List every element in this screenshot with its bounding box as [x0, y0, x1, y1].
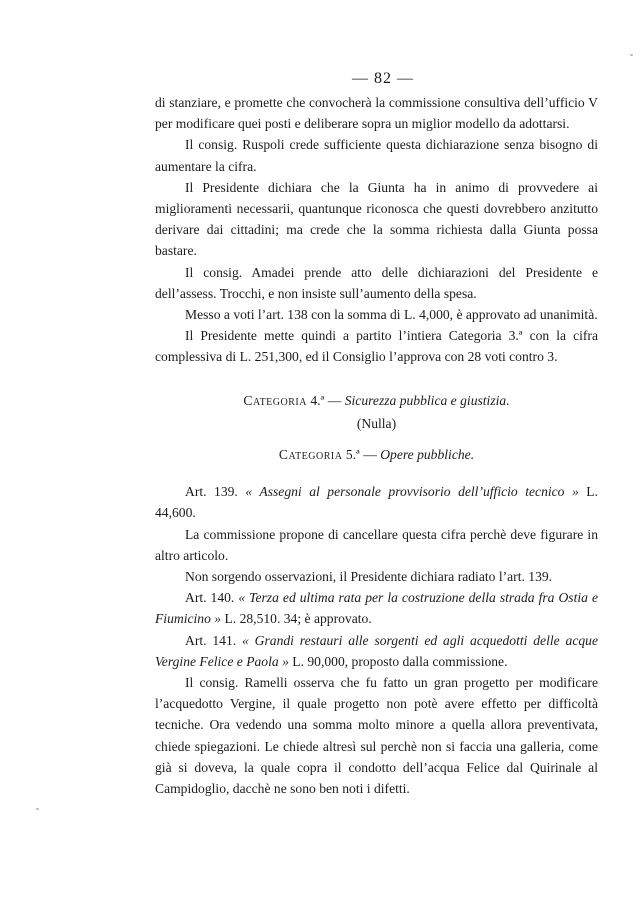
- paragraph: Il consig. Ruspoli crede sufficiente questa dichiarazione senza bisogno di aumentare la cifra.: [155, 137, 598, 174]
- article-140: [155, 587, 598, 629]
- article-label: Art. 141.: [185, 632, 237, 648]
- paragraph: Il Presidente mette quindi a partito l’intiera Categoria 3.ª con la cifra complessiva di L. 251,300, ed il Consiglio l’approva con 28 voti contro 3.: [155, 328, 598, 365]
- paragraph: La commissione propone di cancellare questa cifra perchè deve figurare in altro articolo.: [155, 526, 598, 563]
- paragraph: di stanziare, e promette che convocherà la commissione consultiva dell’ufficio V per modificare quei posti e deliberare sopra un miglior modello da adottarsi.: [155, 95, 598, 132]
- article-139: [155, 481, 598, 523]
- scan-speck: [630, 54, 633, 56]
- article-amount: L. 44,600.: [155, 484, 598, 521]
- category-number: 4.ª: [310, 392, 325, 408]
- category-label: Categoria: [278, 447, 343, 463]
- article-rest: L. 90,000, proposto dalla commissione.: [292, 653, 508, 669]
- paragraph: Il consig. Amadei prende atto delle dichiarazioni del Presidente e dell’assess. Trocchi, e non insiste sull’aumento della spesa.: [155, 264, 598, 301]
- article-label: Art. 140.: [185, 590, 235, 606]
- paragraph: Il consig. Ramelli osserva che fu fatto un gran progetto per modificare l’acquedotto Vergine, il quale progetto non potè avere effetto per difficoltà tecniche. Ora vedendo una somma molto minore a quella allora preventivata, chiede spiegazioni. Le chiede altresì sul perchè non si faccia una galleria, come già si doveva, la quale copra il condotto dell’acqua Felice dal Quirinale al Campidoglio, dacchè ne sono ben noti i difetti.: [155, 675, 598, 797]
- category-4-note: (Nulla): [356, 415, 397, 431]
- article-label: Art. 139.: [185, 484, 238, 500]
- category-4-heading: [155, 390, 598, 411]
- page-body: [155, 92, 598, 799]
- paragraph: Il Presidente dichiara che la Giunta ha in animo di provvedere ai miglioramenti necessarii, quantunque riconosca che questi dovrebbero anzitutto derivare dai cittadini; ma crede che la somma richiesta dalla Giunta possa bastare.: [155, 179, 598, 259]
- category-5-heading: [155, 444, 598, 465]
- category-dash: —: [363, 447, 377, 463]
- category-number: 5.ª: [345, 447, 360, 463]
- scan-speck: [36, 808, 39, 810]
- paragraph: Non sorgendo osservazioni, il Presidente dichiara radiato l’art. 139.: [185, 569, 553, 585]
- category-title: Opere pubbliche.: [380, 447, 475, 463]
- article-title: « Grandi restauri alle sorgenti ed agli acquedotti delle acque Vergine Felice e Paola »: [155, 632, 598, 669]
- article-rest: L. 28,510. 34; è approvato.: [224, 611, 372, 627]
- category-dash: —: [327, 392, 342, 408]
- paragraph: Messo a voti l’art. 138 con la somma di L. 4,000, è approvato ad unanimità.: [185, 307, 598, 323]
- article-title: « Terza ed ultima rata per la costruzione della strada fra Ostia e Fiumicino »: [155, 590, 598, 627]
- article-title: « Assegni al personale provvisorio dell’ufficio tecnico »: [245, 484, 579, 500]
- page-number: — 82 —: [352, 70, 414, 87]
- article-141: [155, 630, 598, 672]
- category-title: Sicurezza pubblica e giustizia.: [344, 392, 510, 408]
- category-label: Categoria: [243, 392, 307, 408]
